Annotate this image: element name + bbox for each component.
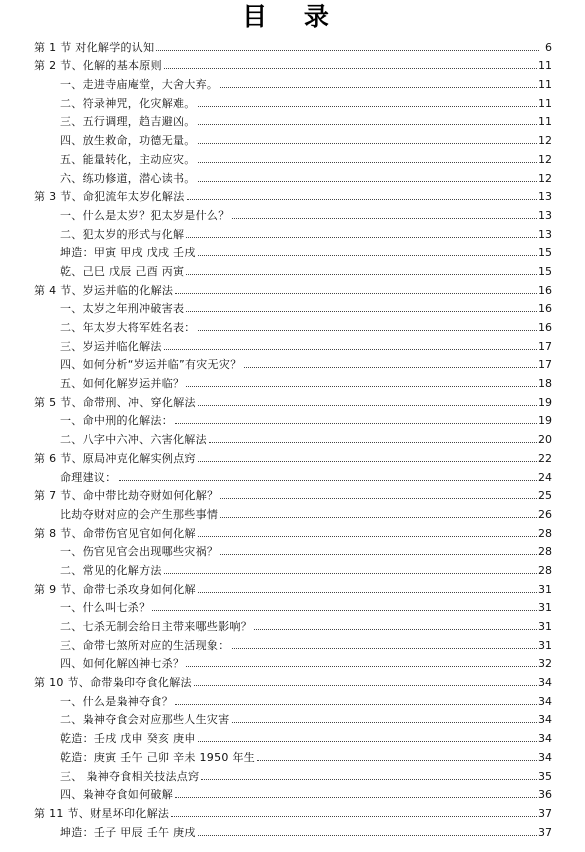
toc-entry-title: 乾造：壬戌 戊申 癸亥 庚申 — [60, 732, 196, 746]
toc-page-number: 16 — [538, 283, 552, 297]
toc-section-entry[interactable] — [34, 484, 552, 503]
dot-leader — [198, 592, 537, 593]
dot-leader — [186, 237, 537, 238]
dot-leader — [209, 442, 537, 443]
toc-subsection-entry[interactable] — [34, 783, 552, 802]
toc-page-number: 16 — [538, 321, 552, 334]
toc-page-number: 31 — [538, 638, 552, 652]
dot-leader — [198, 124, 537, 125]
toc-entry-title: 第 2 节、化解的基本原则 — [34, 59, 162, 73]
toc-entry-title: 二、符录神咒，化灾解难。 — [60, 96, 196, 110]
toc-entry-title: 第 7 节、命中带比劫夺财如何化解？ — [34, 489, 219, 503]
toc-subsection-entry[interactable] — [34, 259, 552, 278]
dot-leader — [186, 666, 537, 667]
table-of-contents — [34, 35, 552, 839]
toc-entry-title: 二、犯太岁的形式与化解 — [60, 227, 185, 241]
toc-page-number: 24 — [538, 470, 552, 484]
dot-leader — [232, 722, 538, 723]
toc-page-number: 15 — [538, 246, 552, 260]
toc-subsection-entry[interactable] — [34, 427, 552, 446]
toc-subsection-entry[interactable] — [34, 409, 552, 428]
toc-entry-title: 四、枭神夺食如何破解 — [60, 788, 173, 802]
toc-entry-title: 三、岁运并临化解法 — [60, 339, 162, 353]
toc-entry-title: 五、能量转化，主动应灾。 — [60, 152, 196, 166]
toc-entry-title: 一、伤官见官会出现哪些灾祸？ — [60, 545, 219, 559]
toc-entry-title: 第 6 节、原局冲克化解实例点窍 — [34, 451, 196, 465]
toc-entry-title: 第 11 节、财星坏印化解法 — [34, 806, 170, 820]
toc-entry-title: 比劫夺财对应的会产生那些事情 — [60, 507, 219, 521]
toc-entry-title: 第 5 节、命带刑、冲、穿化解法 — [34, 395, 196, 409]
toc-subsection-entry[interactable] — [34, 241, 552, 260]
dot-leader — [186, 386, 537, 387]
toc-subsection-entry[interactable] — [34, 315, 552, 334]
toc-entry-title: 坤造：壬子 甲辰 壬午 庚戌 — [60, 825, 196, 839]
toc-subsection-entry[interactable] — [34, 110, 552, 129]
toc-page-number: 12 — [538, 134, 552, 148]
toc-page-number: 34 — [538, 676, 552, 690]
dot-leader — [156, 50, 539, 51]
toc-page-number: 12 — [538, 171, 552, 185]
toc-subsection-entry[interactable] — [34, 726, 552, 745]
toc-section-entry[interactable] — [34, 35, 552, 54]
toc-subsection-entry[interactable] — [34, 222, 552, 241]
toc-entry-title: 一、什么是太岁？犯太岁是什么？ — [60, 208, 230, 222]
toc-entry-title: 三、命带七煞所对应的生活现象： — [60, 638, 230, 652]
toc-entry-title: 一、什么叫七杀？ — [60, 601, 151, 615]
toc-page-number: 17 — [538, 339, 552, 353]
toc-entry-title: 二、八字中六冲、六害化解法 — [60, 433, 207, 447]
toc-page-number: 6 — [545, 40, 552, 54]
toc-page-number: 15 — [538, 264, 552, 278]
toc-entry-title: 第 4 节、岁运并临的化解法 — [34, 283, 174, 297]
toc-page-number: 31 — [538, 582, 552, 596]
toc-subsection-entry[interactable] — [34, 614, 552, 633]
toc-entry-title: 二、七杀无制会给日主带来哪些影响？ — [60, 620, 253, 633]
toc-page-number: 18 — [538, 377, 552, 391]
dot-leader — [198, 181, 537, 182]
toc-subsection-entry[interactable] — [34, 633, 552, 652]
dot-leader — [194, 685, 537, 686]
toc-page-number: 17 — [538, 358, 552, 372]
toc-subsection-entry[interactable] — [34, 764, 552, 783]
toc-section-entry[interactable] — [34, 185, 552, 204]
toc-subsection-entry[interactable] — [34, 353, 552, 372]
dot-leader — [232, 218, 538, 219]
dot-leader — [186, 311, 537, 312]
dot-leader — [198, 255, 537, 256]
toc-entry-title: 一、太岁之年刑冲破害表 — [60, 302, 185, 316]
toc-section-entry[interactable] — [34, 446, 552, 465]
toc-page-number: 19 — [538, 395, 552, 409]
dot-leader — [152, 610, 537, 611]
toc-page-number: 28 — [538, 545, 552, 559]
toc-entry-title: 第 3 节、命犯流年太岁化解法 — [34, 190, 185, 204]
toc-page-number: 22 — [538, 451, 552, 465]
toc-entry-title: 二、年太岁大将军姓名表： — [60, 321, 196, 334]
dot-leader — [198, 461, 537, 462]
dot-leader — [198, 143, 537, 144]
toc-subsection-entry[interactable] — [34, 540, 552, 559]
toc-page-number: 28 — [538, 526, 552, 540]
toc-subsection-entry[interactable] — [34, 820, 552, 839]
toc-page-number: 11 — [538, 59, 552, 73]
toc-page-number: 36 — [538, 788, 552, 802]
toc-entry-title: 坤造：甲寅 甲戌 戊戌 壬戌 — [60, 246, 196, 260]
toc-subsection-entry[interactable] — [34, 465, 552, 484]
toc-page-number: 16 — [538, 302, 552, 316]
dot-leader — [201, 779, 537, 780]
toc-entry-title: 四、如何化解凶神七杀？ — [60, 657, 185, 671]
dot-leader — [257, 760, 537, 761]
toc-subsection-entry[interactable] — [34, 502, 552, 521]
toc-entry-title: 四、如何分析“岁运并临”有灾无灾？ — [60, 358, 242, 372]
toc-section-entry[interactable] — [34, 54, 552, 73]
toc-entry-title: 三、五行调理，趋吉避凶。 — [60, 115, 196, 129]
toc-page-number: 31 — [538, 601, 552, 615]
toc-subsection-entry[interactable] — [34, 91, 552, 110]
dot-leader — [198, 835, 537, 836]
toc-page-number: 13 — [538, 208, 552, 222]
toc-subsection-entry[interactable] — [34, 166, 552, 185]
toc-subsection-entry[interactable] — [34, 596, 552, 615]
toc-page-number: 12 — [538, 152, 552, 166]
toc-entry-title: 命理建议： — [60, 470, 117, 484]
toc-page-number: 37 — [538, 806, 552, 820]
dot-leader — [187, 199, 538, 200]
toc-page-number: 34 — [538, 694, 552, 708]
toc-page-number: 25 — [538, 489, 552, 503]
toc-page-number: 28 — [538, 563, 552, 577]
dot-leader — [254, 629, 537, 630]
toc-entry-title: 二、常见的化解方法 — [60, 563, 162, 577]
dot-leader — [198, 106, 537, 107]
dot-leader — [198, 330, 537, 331]
toc-page-number: 11 — [538, 78, 552, 92]
toc-subsection-entry[interactable] — [34, 689, 552, 708]
dot-leader — [220, 554, 537, 555]
dot-leader — [175, 293, 537, 294]
toc-entry-title: 一、命中刑的化解法： — [60, 414, 173, 428]
dot-leader — [164, 573, 537, 574]
dot-leader — [175, 704, 537, 705]
toc-section-entry[interactable] — [34, 278, 552, 297]
toc-section-entry[interactable] — [34, 577, 552, 596]
toc-subsection-entry[interactable] — [34, 371, 552, 390]
toc-entry-title: 第 10 节、命带枭印夺食化解法 — [34, 676, 192, 690]
dot-leader — [220, 498, 537, 499]
toc-page-number: 19 — [538, 414, 552, 428]
toc-page-number: 11 — [538, 115, 552, 129]
toc-entry-title: 一、走进寺庙庵堂，大舍大弃。 — [60, 78, 219, 92]
toc-entry-title: 五、如何化解岁运并临？ — [60, 377, 185, 391]
dot-leader — [186, 274, 537, 275]
dot-leader — [220, 87, 537, 88]
toc-entry-title: 第 9 节、命带七杀攻身如何化解 — [34, 582, 196, 596]
toc-page-number: 26 — [538, 507, 552, 521]
toc-subsection-entry[interactable] — [34, 558, 552, 577]
toc-subsection-entry[interactable] — [34, 128, 552, 147]
dot-leader — [164, 68, 537, 69]
toc-page-number: 11 — [538, 96, 552, 110]
toc-entry-title: 乾造：庚寅 壬午 己卯 辛未 1950 年生 — [60, 750, 256, 764]
toc-subsection-entry[interactable] — [34, 72, 552, 91]
dot-leader — [164, 349, 537, 350]
dot-leader — [198, 741, 537, 742]
toc-entry-title: 六、练功修道，潜心读书。 — [60, 171, 196, 185]
toc-section-entry[interactable] — [34, 670, 552, 689]
dot-leader — [198, 405, 537, 406]
toc-page-number: 32 — [538, 657, 552, 671]
toc-subsection-entry[interactable] — [34, 203, 552, 222]
dot-leader — [220, 517, 537, 518]
toc-page-number: 20 — [538, 433, 552, 447]
toc-subsection-entry[interactable] — [34, 652, 552, 671]
toc-page-number: 34 — [538, 732, 552, 746]
toc-page-number: 37 — [538, 825, 552, 839]
toc-subsection-entry[interactable] — [34, 334, 552, 353]
dot-leader — [119, 480, 538, 481]
dot-leader — [175, 423, 537, 424]
toc-entry-title: 二、枭神夺食会对应那些人生灾害 — [60, 713, 230, 727]
toc-entry-title: 一、什么是枭神夺食？ — [60, 694, 173, 708]
toc-subsection-entry[interactable] — [34, 297, 552, 316]
toc-subsection-entry[interactable] — [34, 147, 552, 166]
toc-entry-title: 第 1 节 对化解学的认知 — [34, 40, 155, 54]
dot-leader — [198, 162, 537, 163]
toc-page-number: 34 — [538, 750, 552, 764]
dot-leader — [175, 797, 537, 798]
toc-page-number: 13 — [538, 227, 552, 241]
toc-page-number: 35 — [538, 769, 552, 783]
toc-section-entry[interactable] — [34, 521, 552, 540]
toc-subsection-entry[interactable] — [34, 745, 552, 764]
toc-entry-title: 第 8 节、命带伤官见官如何化解 — [34, 526, 196, 540]
toc-page-number: 31 — [538, 620, 552, 633]
page-title: 目 录 — [242, 2, 343, 31]
toc-subsection-entry[interactable] — [34, 708, 552, 727]
dot-leader — [171, 816, 537, 817]
dot-leader — [232, 648, 538, 649]
toc-section-entry[interactable] — [34, 801, 552, 820]
toc-entry-title: 三、 枭神夺食相关技法点窍 — [60, 769, 200, 783]
toc-entry-title: 四、放生救命，功德无量。 — [60, 134, 196, 148]
dot-leader — [244, 367, 538, 368]
toc-page-number: 13 — [538, 190, 552, 204]
toc-page-number: 34 — [538, 713, 552, 727]
toc-entry-title: 乾、己巳 戊辰 己酉 丙寅 — [60, 264, 185, 278]
toc-section-entry[interactable] — [34, 390, 552, 409]
dot-leader — [198, 536, 537, 537]
